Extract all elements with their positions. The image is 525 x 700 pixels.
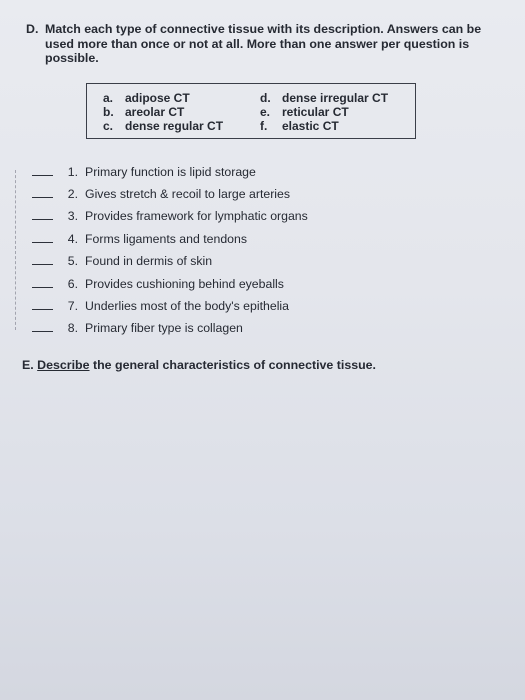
question-text: Gives stretch & recoil to large arteries xyxy=(85,187,291,201)
answer-blank[interactable] xyxy=(32,242,53,243)
option-f xyxy=(260,119,339,133)
option-letter: e. xyxy=(260,105,271,119)
section-e xyxy=(22,357,376,373)
option-letter: b. xyxy=(103,105,114,119)
option-e xyxy=(260,105,349,119)
answer-blank[interactable] xyxy=(32,309,53,310)
question-text: Underlies most of the body's epithelia xyxy=(85,299,289,313)
option-b xyxy=(103,105,184,119)
question-text: Provides cushioning behind eyeballs xyxy=(85,277,284,291)
section-e-prompt: the general characteristics of connective tissue. xyxy=(89,358,377,372)
section-d xyxy=(26,22,504,66)
question-text: Forms ligaments and tendons xyxy=(85,232,247,246)
option-label: elastic CT xyxy=(282,119,339,133)
question-number: 4. xyxy=(67,232,78,246)
section-e-underlined-word: Describe xyxy=(37,358,90,372)
answer-options-box xyxy=(86,83,416,139)
question-number: 7. xyxy=(67,299,78,313)
answer-blank[interactable] xyxy=(32,264,53,265)
question-number: 6. xyxy=(67,277,78,291)
answer-blank[interactable] xyxy=(32,197,53,198)
question-number: 2. xyxy=(67,187,78,201)
option-letter: f. xyxy=(260,119,268,133)
question-number: 1. xyxy=(67,165,78,179)
question-text: Primary function is lipid storage xyxy=(85,165,256,179)
question-text: Provides framework for lymphatic organs xyxy=(85,209,308,223)
answer-blank[interactable] xyxy=(32,287,53,288)
option-label: dense irregular CT xyxy=(282,91,389,105)
option-a xyxy=(103,91,190,105)
question-text: Found in dermis of skin xyxy=(85,254,213,268)
question-text: Primary fiber type is collagen xyxy=(85,321,243,335)
option-letter: d. xyxy=(260,91,271,105)
option-label: adipose CT xyxy=(125,91,190,105)
section-e-letter: E. xyxy=(22,358,34,372)
section-d-letter: D. xyxy=(26,22,39,36)
option-label: dense regular CT xyxy=(125,119,224,133)
option-label: areolar CT xyxy=(125,105,185,119)
question-number: 8. xyxy=(67,321,78,335)
option-c xyxy=(103,119,223,133)
answer-blank[interactable] xyxy=(32,219,53,220)
question-number: 3. xyxy=(67,209,78,223)
option-d xyxy=(260,91,388,105)
section-d-instructions: Match each type of connective tissue with its description. Answers can be used more than once or not at all. More than one answer per question is possible. xyxy=(45,22,482,65)
binder-margin-line xyxy=(15,170,16,330)
option-label: reticular CT xyxy=(282,105,349,119)
option-letter: c. xyxy=(103,119,114,133)
question-number: 5. xyxy=(67,254,78,268)
answer-blank[interactable] xyxy=(32,331,53,332)
answer-blank[interactable] xyxy=(32,175,53,176)
option-letter: a. xyxy=(103,91,114,105)
